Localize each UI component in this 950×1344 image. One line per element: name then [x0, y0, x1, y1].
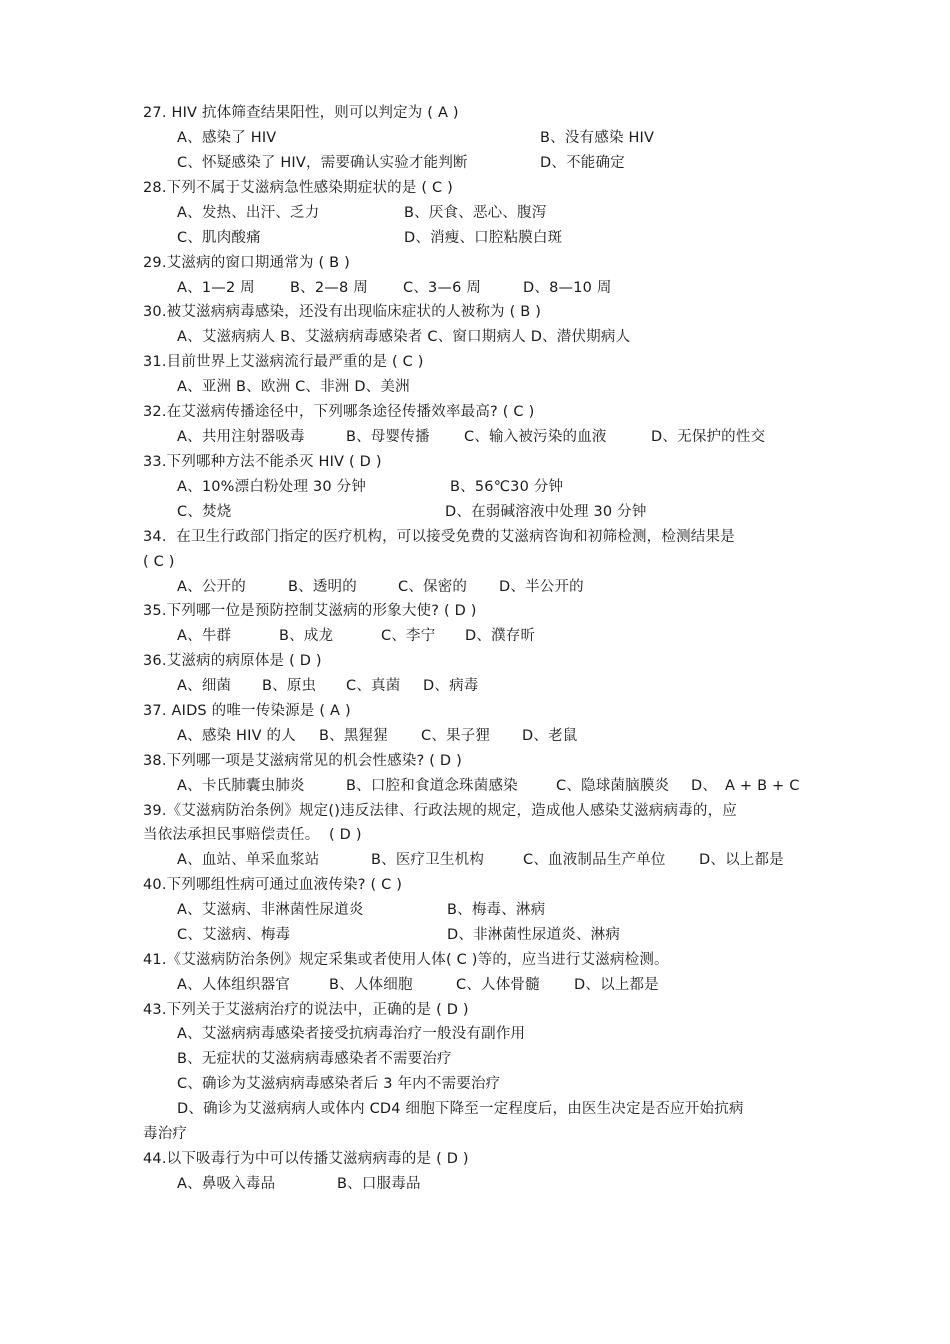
question-31: 31.目前世界上艾滋病流行最严重的是 ( C ): [143, 354, 424, 370]
options-31: A、亚洲 B、欧洲 C、非洲 D、美洲: [177, 379, 410, 395]
option-43-b: B、无症状的艾滋病病毒感染者不需要治疗: [177, 1051, 452, 1067]
option-37-c: C、果子狸: [421, 728, 491, 744]
option-28-b: B、厌食、恶心、腹泻: [404, 205, 547, 221]
option-32-b: B、母婴传播: [346, 429, 430, 445]
question-36: 36.艾滋病的病原体是 ( D ): [143, 653, 322, 669]
option-33-b: B、56℃30 分钟: [450, 479, 564, 495]
option-41-d: D、以上都是: [574, 977, 659, 993]
option-41-c: C、人体骨髓: [456, 977, 540, 993]
option-33-a: A、10%漂白粉处理 30 分钟: [177, 479, 367, 495]
option-35-a: A、牛群: [177, 628, 232, 644]
option-33-d: D、在弱碱溶液中处理 30 分钟: [445, 504, 647, 520]
question-35: 35.下列哪一位是预防控制艾滋病的形象大使? ( D ): [143, 603, 477, 619]
option-37-d: D、老鼠: [522, 728, 578, 744]
option-34-b: B、透明的: [288, 579, 357, 595]
question-38: 38.下列哪一项是艾滋病常见的机会性感染? ( D ): [143, 753, 462, 769]
option-39-a: A、血站、单采血浆站: [177, 852, 320, 868]
question-32: 32.在艾滋病传播途径中，下列哪条途径传播效率最高? ( C ): [143, 404, 535, 420]
question-34-answer: ( C ): [143, 554, 175, 570]
question-40: 40.下列哪组性病可通过血液传染? ( C ): [143, 877, 403, 893]
option-38-a: A、卡氏肺囊虫肺炎: [177, 778, 305, 794]
option-43-d-cont: 毒治疗: [143, 1126, 188, 1142]
option-38-b: B、口腔和食道念珠菌感染: [346, 778, 518, 794]
option-29-a: A、1—2 周: [177, 280, 255, 296]
question-37: 37. AIDS 的唯一传染源是 ( A ): [143, 703, 351, 719]
option-27-a: A、感染了 HIV: [177, 130, 277, 146]
option-40-b: B、梅毒、淋病: [447, 902, 546, 918]
option-39-c: C、血液制品生产单位: [523, 852, 666, 868]
option-32-a: A、共用注射器吸毒: [177, 429, 305, 445]
option-29-d: D、8—10 周: [523, 280, 612, 296]
options-30: A、艾滋病病人 B、艾滋病病毒感染者 C、窗口期病人 D、潜伏期病人: [177, 329, 631, 345]
option-40-d: D、非淋菌性尿道炎、淋病: [447, 927, 621, 943]
option-38-c: C、隐球菌脑膜炎: [556, 778, 670, 794]
option-28-d: D、消瘦、口腔粘膜白斑: [404, 230, 563, 246]
option-44-a: A、鼻吸入毒品: [177, 1176, 276, 1192]
question-41: 41.《艾滋病防治条例》规定采集或者使用人体( C )等的，应当进行艾滋病检测。: [143, 952, 669, 968]
question-28: 28.下列不属于艾滋病急性感染期症状的是 ( C ): [143, 180, 454, 196]
question-29: 29.艾滋病的窗口期通常为 ( B ): [143, 255, 350, 271]
option-40-a: A、艾滋病、非淋菌性尿道炎: [177, 902, 364, 918]
option-37-a: A、感染 HIV 的人: [177, 728, 296, 744]
question-30: 30.被艾滋病病毒感染，还没有出现临床症状的人被称为 ( B ): [143, 304, 542, 320]
option-38-d: D、: [691, 778, 718, 794]
question-39: 39.《艾滋病防治条例》规定()违反法律、行政法规的规定，造成他人感染艾滋病病毒的，应: [143, 803, 737, 819]
option-35-b: B、成龙: [279, 628, 334, 644]
option-29-c: C、3—6 周: [403, 280, 482, 296]
option-37-b: B、黑猩猩: [319, 728, 388, 744]
option-29-b: B、2—8 周: [290, 280, 368, 296]
question-33: 33.下列哪种方法不能杀灭 HIV ( D ): [143, 454, 382, 470]
option-27-c: C、怀疑感染了 HIV，需要确认实验才能判断: [177, 155, 468, 171]
option-32-d: D、无保护的性交: [651, 429, 766, 445]
question-43: 43.下列关于艾滋病治疗的说法中，正确的是 ( D ): [143, 1002, 469, 1018]
option-39-b: B、医疗卫生机构: [371, 852, 485, 868]
option-38-d-text: A + B + C: [725, 778, 800, 794]
option-27-b: B、没有感染 HIV: [540, 130, 655, 146]
option-43-a: A、艾滋病病毒感染者接受抗病毒治疗一般没有副作用: [177, 1026, 526, 1042]
question-34: 34. 在卫生行政部门指定的医疗机构，可以接受免费的艾滋病咨询和初筛检测，检测结果是: [143, 529, 735, 545]
question-39-cont: 当依法承担民事赔偿责任。 ( D ): [143, 827, 362, 843]
option-36-d: D、病毒: [423, 678, 479, 694]
option-43-d: D、确诊为艾滋病病人或体内 CD4 细胞下降至一定程度后，由医生决定是否应开始抗病: [177, 1101, 744, 1117]
option-32-c: C、输入被污染的血液: [464, 429, 607, 445]
option-41-a: A、人体组织器官: [177, 977, 291, 993]
question-44: 44.以下吸毒行为中可以传播艾滋病病毒的是 ( D ): [143, 1151, 469, 1167]
option-33-c: C、焚烧: [177, 504, 232, 520]
option-35-d: D、濮存昕: [465, 628, 536, 644]
option-39-d: D、以上都是: [699, 852, 784, 868]
option-28-c: C、肌肉酸痛: [177, 230, 261, 246]
option-34-a: A、公开的: [177, 579, 246, 595]
option-43-c: C、确诊为艾滋病病毒感染者后 3 年内不需要治疗: [177, 1076, 501, 1092]
option-35-c: C、李宁: [381, 628, 436, 644]
option-36-b: B、原虫: [262, 678, 317, 694]
option-36-a: A、细菌: [177, 678, 232, 694]
option-44-b: B、口服毒品: [337, 1176, 421, 1192]
option-27-d: D、不能确定: [540, 155, 625, 171]
option-41-b: B、人体细胞: [329, 977, 413, 993]
option-40-c: C、艾滋病、梅毒: [177, 927, 291, 943]
question-27: 27. HIV 抗体筛查结果阳性，则可以判定为 ( A ): [143, 105, 459, 121]
option-34-d: D、半公开的: [499, 579, 584, 595]
option-36-c: C、真菌: [346, 678, 401, 694]
option-28-a: A、发热、出汗、乏力: [177, 205, 320, 221]
option-34-c: C、保密的: [398, 579, 468, 595]
